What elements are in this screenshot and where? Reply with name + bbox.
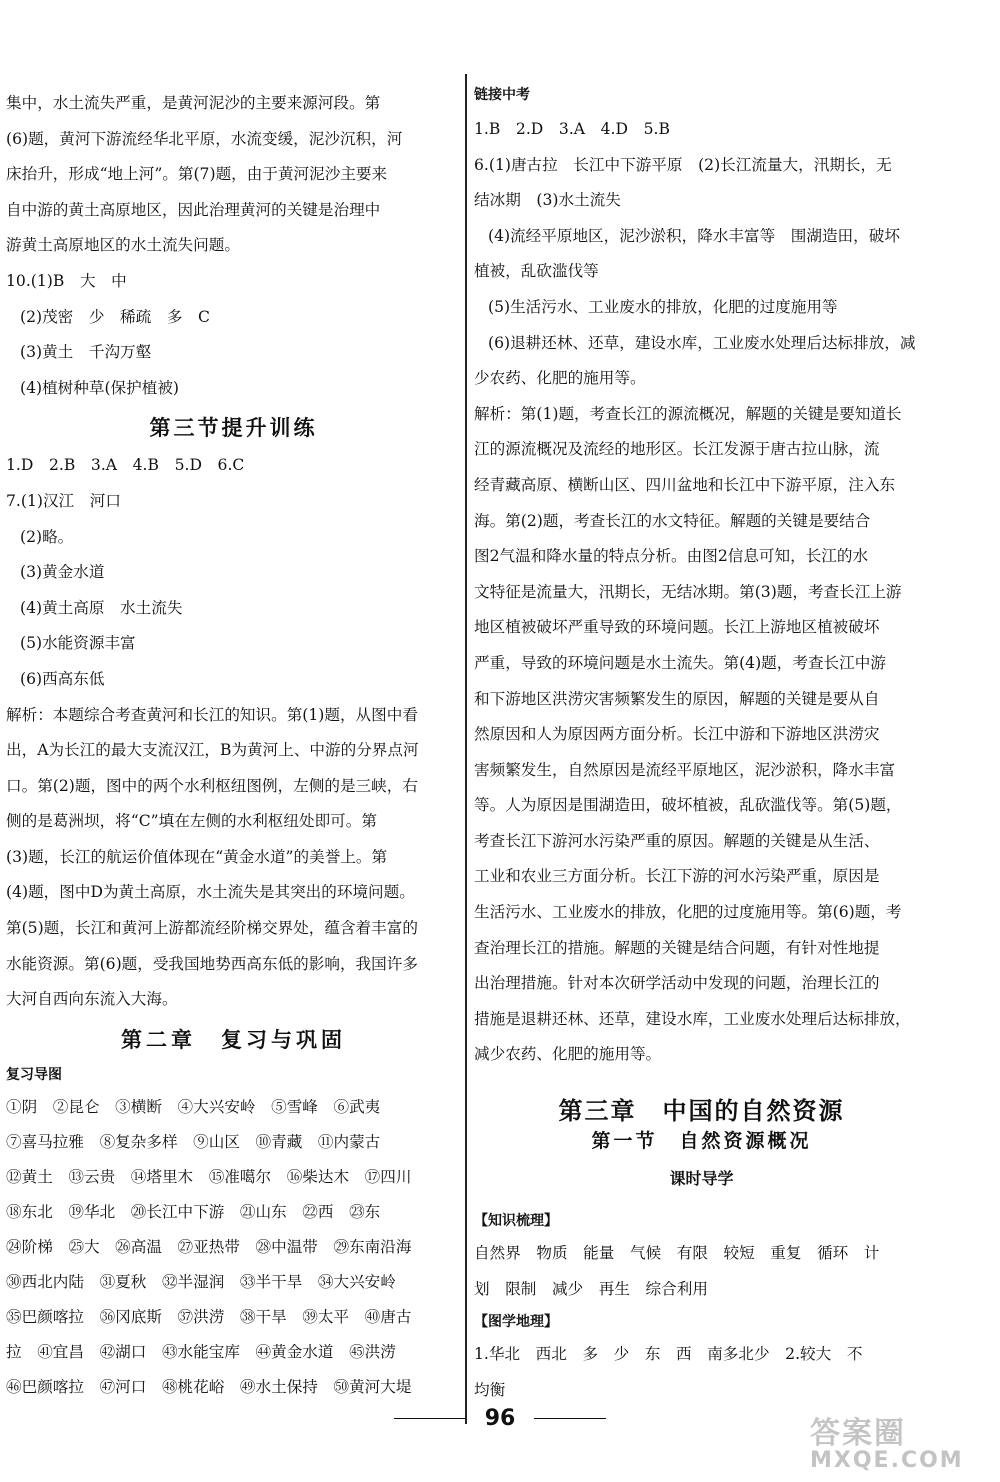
- text-line: 1.华北 西北 多 少 东 西 南多北少 2.较大 不: [474, 1345, 863, 1364]
- knowledge-heading: 【知识梳理】: [474, 1213, 558, 1229]
- text-line: 出，A为长江的最大支流汉江，B为黄河上、中游的分界点河: [6, 741, 419, 760]
- text-line: (4)流经平原地区，泥沙淤积，降水丰富等 围湖造田，破坏: [488, 226, 900, 245]
- text-line: 海。第(2)题，考查长江的水文特征。解题的关键是要结合: [474, 511, 871, 530]
- text-line: 6.(1)唐古拉 长江中下游平原 (2)长江流量大，汛期长，无: [474, 155, 892, 174]
- lesson-title: 课时导学: [669, 1169, 734, 1188]
- text-line: 严重，导致的环境问题是水土流失。第(4)题，考查长江中游: [474, 653, 886, 672]
- text-line: (4)题，图中D为黄土高原，水土流失是其突出的环境问题。: [6, 883, 415, 902]
- text-line: (3)黄土 千沟万壑: [20, 343, 152, 362]
- text-line: ⑱东北 ⑲华北 ⑳长江中下游 ㉑山东 ㉒西 ㉓东: [6, 1202, 381, 1221]
- text-line: ㉚西北内陆 ㉛夏秋 ㉜半湿润 ㉝半干旱 ㉞大兴安岭: [6, 1272, 396, 1291]
- map-geography-heading: 【图学地理】: [474, 1314, 558, 1331]
- text-line: 1.B 2.D 3.A 4.D 5.B: [474, 120, 670, 138]
- watermark-logo: [810, 1408, 990, 1478]
- text-line: (4)植树种草(保护植被): [20, 378, 180, 397]
- text-line: 集中，水土流失严重，是黄河泥沙的主要来源河段。第: [6, 94, 381, 112]
- text-line: 自然界 物质 能量 气候 有限 较短 重复 循环 计: [474, 1244, 880, 1262]
- text-line: 图2气温和降水量的特点分析。由图2信息可知，长江的水: [474, 547, 869, 566]
- section3-analysis: [6, 698, 461, 1018]
- text-line: 床抬升，形成“地上河”。第(7)题，由于黄河泥沙主要来: [6, 165, 388, 184]
- chapter2-title: 第二章 复习与巩固: [121, 1027, 346, 1052]
- text-line: 均衡: [474, 1380, 506, 1399]
- section3-answers: [6, 448, 461, 697]
- text-line: 7.(1)汉江 河口: [6, 491, 121, 510]
- text-line: (4)黄土高原 水土流失: [20, 598, 183, 617]
- text-line: 然原因和人为原因两方面分析。长江中游和下游地区洪涝灾: [474, 725, 880, 744]
- page-number: 96: [484, 1406, 516, 1431]
- text-line: 结冰期 (3)水土流失: [474, 191, 621, 210]
- text-line: 解析：第(1)题，考查长江的源流概况，解题的关键是要知道长: [474, 404, 902, 423]
- text-line: ㉔阶梯 ㉕大 ㉖高温 ㉗亚热带 ㉘中温带 ㉙东南沿海: [6, 1237, 412, 1256]
- review-map-answers: [6, 1090, 461, 1405]
- chapter3-title: 第三章 中国的自然资源: [558, 1097, 845, 1125]
- text-line: 游黄土高原地区的水土流失问题。: [6, 236, 240, 255]
- text-line: 解析：本题综合考查黄河和长江的知识。第(1)题，从图中看: [6, 705, 418, 724]
- section1-title: 第一节 自然资源概况: [591, 1130, 812, 1152]
- text-line: ㊻巴颜喀拉 ㊼河口 ㊽桃花峪 ㊾水土保持 ㊿黄河大堤: [6, 1377, 412, 1396]
- text-line: 口。第(2)题，图中的两个水利枢纽图例，左侧的是三峡，右: [6, 776, 418, 795]
- text-line: 文特征是流量大，汛期长，无结冰期。第(3)题，考查长江上游: [474, 582, 902, 601]
- text-line: 植被，乱砍滥伐等: [474, 262, 599, 281]
- text-line: (2)略。: [20, 527, 74, 546]
- left-column: [6, 86, 461, 1405]
- text-line: (6)西高东低: [20, 669, 105, 688]
- text-line: 措施是退耕还林、还草，建设水库，工业废水处理后达标排放，: [474, 1009, 911, 1028]
- text-line: 第(5)题，长江和黄河上游都流经阶梯交界处，蕴含着丰富的: [6, 919, 418, 938]
- text-line: (6)题，黄河下游流经华北平原，水流变缓，泥沙沉积，河: [6, 129, 403, 148]
- text-line: 拉 ㊶宜昌 ㊷湖口 ㊸水能宝库 ㊹黄金水道 ㊺洪涝: [6, 1342, 396, 1361]
- exam-answers: [474, 112, 929, 397]
- review-heading: 复习导图: [6, 1066, 62, 1083]
- section3-title: 第三节提升训练: [149, 416, 318, 441]
- text-line: 地区植被破坏严重导致的环境问题。长江上游地区植被破坏: [474, 618, 880, 637]
- text-line: 考查长江下游河水污染严重的原因。解题的关键是从生活、: [474, 831, 880, 850]
- text-line: (3)黄金水道: [20, 563, 105, 582]
- footer-rule-right: [534, 1418, 606, 1419]
- text-line: 和下游地区洪涝灾害频繁发生的原因，解题的关键是要从自: [474, 689, 880, 708]
- right-column: [474, 86, 929, 1073]
- text-line: 自中游的黄土高原地区，因此治理黄河的关键是治理中: [6, 200, 381, 219]
- text-line: (5)生活污水、工业废水的排放，化肥的过度施用等: [488, 297, 838, 316]
- text-line: ⑦喜马拉雅 ⑧复杂多样 ⑨山区 ⑩青藏 ⑪内蒙古: [6, 1132, 381, 1151]
- text-line: 侧的是葛洲坝，将“C”填在左侧的水利枢纽处即可。第: [6, 812, 377, 831]
- watermark-url: MXQE.COM: [810, 1448, 964, 1473]
- text-line: (5)水能资源丰富: [20, 634, 136, 653]
- text-line: 害频繁发生，自然原因是流经平原地区，泥沙淤积，降水丰富: [474, 760, 896, 779]
- text-line: 查治理长江的措施。解题的关键是结合问题，有针对性地提: [474, 938, 880, 957]
- text-line: 1.D 2.B 3.A 4.B 5.D 6.C: [6, 456, 245, 475]
- text-line: ①阴 ②昆仑 ③横断 ④大兴安岭 ⑤雪峰 ⑥武夷: [6, 1097, 381, 1116]
- text-line: 水能资源。第(6)题，受我国地势西高东低的影响，我国许多: [6, 954, 418, 973]
- analysis-continued: [6, 86, 461, 264]
- text-line: (2)茂密 少 稀疏 多 C: [20, 307, 210, 326]
- text-line: 出治理措施。针对本次研学活动中发现的问题，治理长江的: [474, 974, 880, 993]
- knowledge-block: [474, 1206, 934, 1408]
- text-line: 工业和农业三方面分析。长江下游的河水污染严重，原因是: [474, 867, 880, 886]
- text-line: 减少农药、化肥的施用等。: [474, 1045, 662, 1064]
- text-line: ㉟巴颜喀拉 ㊱冈底斯 ㊲洪涝 ㊳干旱 ㊴太平 ㊵唐古: [6, 1307, 412, 1326]
- text-line: 经青藏高原、横断山区、四川盆地和长江中下游平原，注入东: [474, 475, 896, 494]
- text-line: ⑫黄土 ⑬云贵 ⑭塔里木 ⑮准噶尔 ⑯柴达木 ⑰四川: [6, 1167, 412, 1186]
- watermark-text: 答案圈: [810, 1416, 906, 1451]
- exam-analysis: [474, 397, 929, 1073]
- column-divider: [465, 74, 467, 1424]
- text-line: 10.(1)B 大 中: [6, 271, 127, 290]
- text-line: 少农药、化肥的施用等。: [474, 369, 646, 388]
- footer-rule-left: [394, 1418, 466, 1419]
- question-10-answers: [6, 264, 461, 406]
- text-line: 江的源流概况及流经的地形区。长江发源于唐古拉山脉，流: [474, 440, 880, 459]
- text-line: 等。人为原因是围湖造田，破坏植被，乱砍滥伐等。第(5)题，: [474, 796, 902, 815]
- link-exam-heading: 链接中考: [474, 87, 530, 103]
- text-line: 生活污水、工业废水的排放，化肥的过度施用等。第(6)题，考: [474, 903, 902, 922]
- text-line: 大河自西向东流入大海。: [6, 990, 178, 1009]
- text-line: 划 限制 减少 再生 综合利用: [474, 1279, 708, 1298]
- map-geography-lines: [474, 1337, 934, 1408]
- text-line: (6)退耕还林、还草，建设水库，工业废水处理后达标排放，减: [488, 333, 916, 352]
- knowledge-lines: [474, 1236, 934, 1307]
- text-line: (3)题，长江的航运价值体现在“黄金水道”的美誉上。第: [6, 847, 388, 866]
